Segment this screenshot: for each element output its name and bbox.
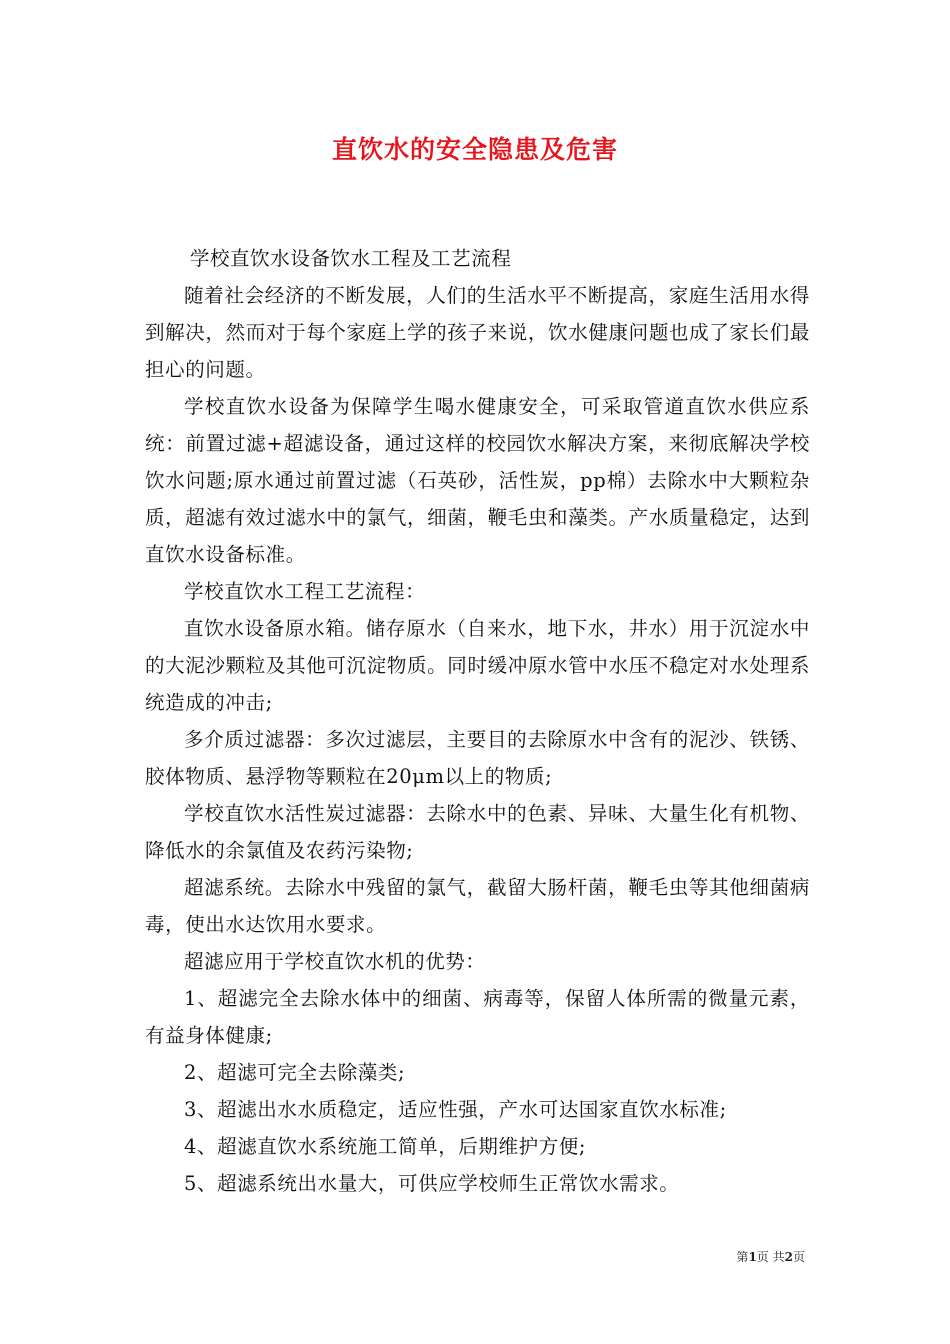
body-paragraph: 学校直饮水设备为保障学生喝水健康安全，可采取管道直饮水供应系统：前置过滤+超滤设备，通过这样的校园饮水解决方案，来彻底解决学校饮水问题;原水通过前置过滤（石英砂，活性炭，pp棉）去除水中大颗粒杂质，超滤有效过滤水中的氯气，细菌，鞭毛虫和藻类。产水质量稳定，达到直饮水设备标准。 [145, 395, 810, 566]
list-item: 1、超滤完全去除水体中的细菌、病毒等，保留人体所需的微量元素，有益身体健康; [145, 987, 810, 1047]
section-heading: 学校直饮水工程工艺流程： [184, 580, 426, 603]
total-pages-number: 2 [784, 1250, 793, 1264]
body-paragraph: 学校直饮水活性炭过滤器：去除水中的色素、异味、大量生化有机物、降低水的余氯值及农药污染物; [145, 802, 810, 862]
subtitle-paragraph: 学校直饮水设备饮水工程及工艺流程 [189, 247, 512, 270]
page-number-footer [736, 1249, 805, 1265]
section-heading: 超滤应用于学校直饮水机的优势： [184, 950, 486, 973]
document-title: 直饮水的安全隐患及危害 [331, 135, 618, 164]
body-paragraph: 直饮水设备原水箱。储存原水（自来水，地下水，井水）用于沉淀水中的大泥沙颗粒及其他可沉淀物质。同时缓冲原水管中水压不稳定对水处理系统造成的冲击; [145, 617, 810, 714]
list-item: 2、超滤可完全去除藻类; [184, 1061, 406, 1084]
footer-middle: 页 共 [756, 1250, 785, 1264]
body-paragraph: 随着社会经济的不断发展，人们的生活水平不断提高，家庭生活用水得到解决，然而对于每个家庭上学的孩子来说，饮水健康问题也成了家长们最担心的问题。 [145, 284, 810, 381]
body-paragraph: 多介质过滤器：多次过滤层，主要目的去除原水中含有的泥沙、铁锈、胶体物质、悬浮物等颗粒在20μm以上的物质; [145, 728, 810, 788]
current-page-number: 1 [748, 1250, 757, 1264]
footer-prefix: 第 [736, 1250, 749, 1264]
body-paragraph: 超滤系统。去除水中残留的氯气，截留大肠杆菌，鞭毛虫等其他细菌病毒，使出水达饮用水要求。 [145, 876, 810, 936]
document-body [145, 240, 810, 1202]
footer-suffix: 页 [792, 1250, 805, 1264]
list-item: 3、超滤出水水质稳定，适应性强，产水可达国家直饮水标准; [184, 1098, 727, 1121]
list-item: 4、超滤直饮水系统施工简单，后期维护方便; [184, 1135, 587, 1158]
list-item: 5、超滤系统出水量大，可供应学校师生正常饮水需求。 [184, 1172, 680, 1195]
